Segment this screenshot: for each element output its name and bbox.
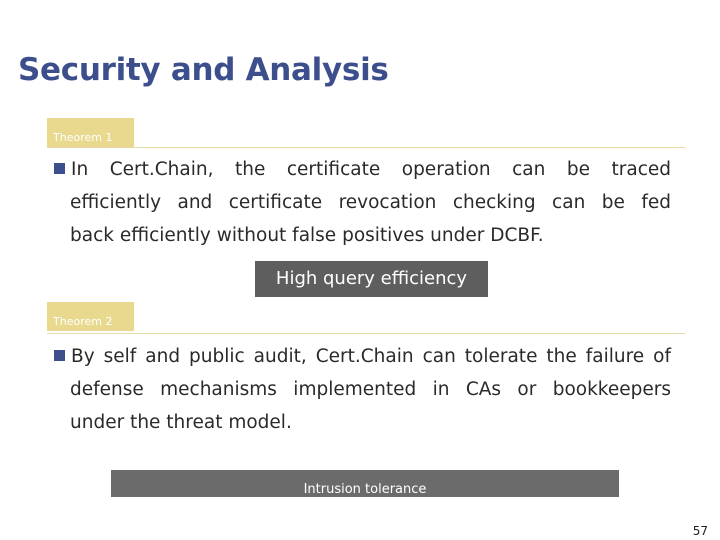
square-bullet-icon: [54, 163, 65, 174]
theorem-2-statement: [54, 340, 671, 439]
theorem-2-line-1: By self and public audit, Cert.Chain can tolerate the failure of: [54, 340, 671, 373]
theorem-2-tab: [47, 302, 134, 331]
theorem-1-line-1: In Cert.Chain, the certificate operation can be traced: [54, 153, 671, 186]
theorem-2-divider: [47, 333, 685, 334]
theorem-1-label: Theorem 1: [53, 131, 113, 144]
page-number: 57: [692, 524, 708, 538]
theorem-1-tab: [47, 118, 134, 147]
slide-title: Security and Analysis: [18, 52, 389, 88]
theorem-1-line-2: efficiently and certificate revocation checking can be fed: [70, 192, 671, 213]
theorem-2-label: Theorem 2: [53, 315, 113, 328]
theorem-1-line-3: back efficiently without false positives under DCBF.: [70, 225, 544, 246]
square-bullet-icon: [54, 350, 65, 361]
theorem-2-line-2: defense mechanisms implemented in CAs or bookkeepers: [70, 379, 671, 400]
theorem-2-line-3: under the threat model.: [70, 412, 292, 433]
intrusion-tolerance-badge: Intrusion tolerance: [111, 470, 619, 497]
theorem-1-divider: [47, 147, 685, 148]
theorem-1-statement: [54, 153, 671, 252]
high-query-efficiency-badge: High query efficiency: [255, 261, 488, 297]
